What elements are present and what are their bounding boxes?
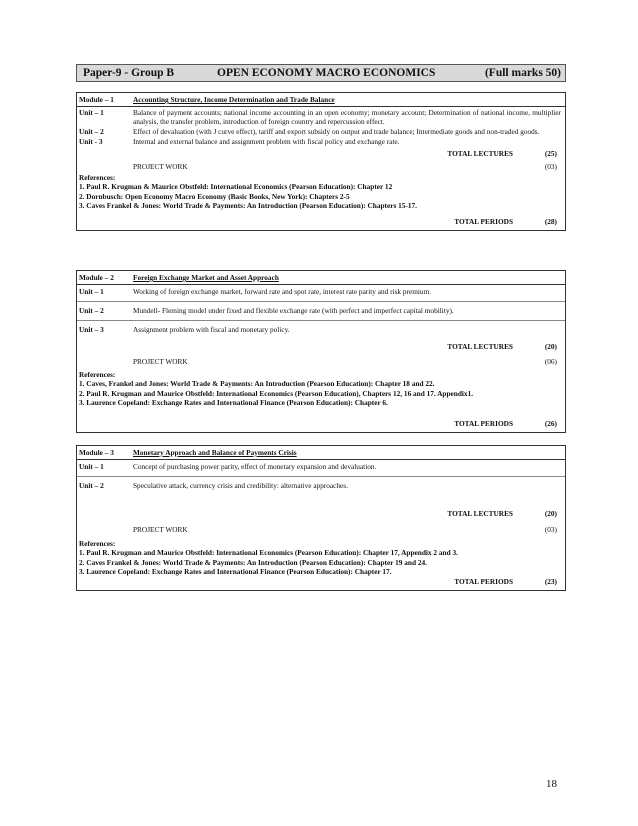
references bbox=[77, 539, 565, 577]
unit-label: Unit – 1 bbox=[79, 287, 104, 296]
module-2 bbox=[76, 270, 566, 433]
unit-row bbox=[77, 477, 565, 495]
total-lectures-row bbox=[77, 495, 565, 523]
references bbox=[77, 173, 565, 211]
unit-label: Unit – 2 bbox=[79, 306, 104, 315]
unit-text: Balance of payment accounts; national income accounting in an open economy; monetary account; Determination of national income, multiplier analysis, the transfer problem, introduction of foreign country and repercussion effect. bbox=[133, 108, 561, 127]
total-periods-row bbox=[77, 577, 565, 590]
reference-item: 1. Caves, Frankel and Jones: World Trade & Payments: An Introduction (Pearson Education): Chapter 18 and 22. bbox=[79, 379, 435, 389]
unit-row bbox=[77, 302, 565, 321]
unit-text: Internal and external balance and assignment problem with fiscal policy and exchange rate. bbox=[133, 136, 400, 146]
reference-item: 3. Laurence Copeland: Exchange Rates and International Finance (Pearson Education): Chapter 6. bbox=[79, 398, 388, 408]
total-periods-label: TOTAL PERIODS bbox=[454, 418, 513, 428]
total-periods-row bbox=[77, 408, 565, 432]
module-title: Foreign Exchange Market and Asset Approach bbox=[133, 273, 279, 282]
references-label: References: bbox=[79, 539, 116, 548]
module-1 bbox=[76, 92, 566, 231]
unit-label: Unit – 3 bbox=[79, 325, 104, 334]
project-work-row bbox=[77, 160, 565, 173]
references bbox=[77, 370, 565, 408]
unit-row bbox=[77, 460, 565, 477]
total-periods-label: TOTAL PERIODS bbox=[454, 576, 513, 586]
paper-header bbox=[76, 64, 566, 82]
module-label: Module – 2 bbox=[79, 273, 114, 282]
unit-label: Unit – 2 bbox=[79, 126, 104, 136]
unit-row bbox=[77, 137, 565, 147]
unit-label: Unit – 1 bbox=[79, 462, 104, 471]
unit-row bbox=[77, 285, 565, 302]
unit-text: Effect of devaluation (with J curve effect), tariff and export subsidy on output and trade balance; Intermediate goods and non-traded goods. bbox=[133, 126, 540, 136]
total-periods-row bbox=[77, 210, 565, 230]
module-label: Module – 1 bbox=[79, 95, 114, 104]
project-work-label: PROJECT WORK bbox=[133, 525, 188, 534]
module-title: Monetary Approach and Balance of Payments Crisis bbox=[133, 448, 297, 457]
total-lectures-value: (20) bbox=[544, 509, 557, 518]
paper-label: Paper-9 - Group B bbox=[83, 67, 175, 79]
total-lectures-label: TOTAL LECTURES bbox=[447, 509, 513, 518]
total-lectures-row bbox=[77, 339, 565, 355]
unit-row bbox=[77, 108, 565, 127]
project-work-value: (03) bbox=[544, 525, 557, 534]
project-work-value: (03) bbox=[544, 161, 557, 171]
module-3 bbox=[76, 445, 566, 591]
reference-item: 3. Laurence Copeland: Exchange Rates and International Finance (Pearson Education): Chapter 17. bbox=[79, 567, 392, 577]
total-periods-value: (28) bbox=[544, 217, 557, 227]
page-number: 18 bbox=[546, 778, 557, 790]
unit-label: Unit – 1 bbox=[79, 108, 104, 117]
module-title: Accounting Structure, Income Determination and Trade Balance bbox=[133, 95, 335, 104]
unit-label: Unit – 2 bbox=[79, 481, 104, 490]
reference-item: 1. Paul R. Krugman and Maurice Obstfeld: International Economics (Pearson Education): Chapter 17, Appendix 2 and 3. bbox=[79, 548, 458, 558]
reference-item: 2. Paul R. Krugman and Maurice Obstfeld: International Economics (Pearson Education), Chapters 12, 16 and 17. Appendix1. bbox=[79, 388, 474, 398]
reference-item: 1. Paul R. Krugman & Maurice Obstfeld: International Economics (Pearson Education): Chapter 12 bbox=[79, 182, 393, 192]
total-periods-value: (23) bbox=[544, 576, 557, 586]
full-marks: (Full marks 50) bbox=[484, 67, 561, 79]
unit-text: Assignment problem with fiscal and monetary policy. bbox=[133, 325, 290, 334]
module-header bbox=[77, 93, 565, 107]
total-lectures-row bbox=[77, 147, 565, 160]
project-work-value: (06) bbox=[544, 357, 557, 366]
total-lectures-label: TOTAL LECTURES bbox=[447, 148, 513, 158]
project-work-row bbox=[77, 523, 565, 539]
module-header bbox=[77, 271, 565, 285]
project-work-row bbox=[77, 355, 565, 370]
unit-row bbox=[77, 127, 565, 137]
unit-text: Speculative attack, currency crisis and credibility: alternative approaches. bbox=[133, 481, 348, 490]
total-periods-label: TOTAL PERIODS bbox=[454, 217, 513, 227]
reference-item: 3. Caves Frankel & Jones: World Trade & Payments: An Introduction (Pearson Education): Chapters 15-17. bbox=[79, 201, 417, 211]
unit-text: Mundell- Fleming model under fixed and flexible exchange rate (with perfect and imperfect capital mobility). bbox=[133, 306, 454, 315]
reference-item: 2. Dornbusch: Open Economy Macro Economy (Basic Books, New York): Chapters 2-5 bbox=[79, 191, 350, 201]
unit-row bbox=[77, 321, 565, 339]
references-label: References: bbox=[79, 172, 116, 182]
unit-text: Working of foreign exchange market, forward rate and spot rate, interest rate parity and risk premium. bbox=[133, 287, 432, 296]
reference-item: 2. Caves Frankel & Jones: World Trade & Payments: An Introduction (Pearson Education): Chapter 19 and 24. bbox=[79, 557, 427, 567]
total-lectures-value: (25) bbox=[544, 148, 557, 158]
unit-text: Concept of purchasing power parity, effect of monetary expansion and devaluation. bbox=[133, 462, 377, 471]
references-label: References: bbox=[79, 370, 116, 379]
paper-title: OPEN ECONOMY MACRO ECONOMICS bbox=[217, 67, 436, 79]
module-label: Module – 3 bbox=[79, 448, 114, 457]
module-header bbox=[77, 446, 565, 460]
total-lectures-label: TOTAL LECTURES bbox=[447, 342, 513, 351]
unit-label: Unit - 3 bbox=[79, 136, 103, 146]
total-periods-value: (26) bbox=[544, 418, 557, 428]
project-work-label: PROJECT WORK bbox=[133, 357, 188, 366]
project-work-label: PROJECT WORK bbox=[133, 161, 188, 171]
total-lectures-value: (20) bbox=[544, 342, 557, 351]
